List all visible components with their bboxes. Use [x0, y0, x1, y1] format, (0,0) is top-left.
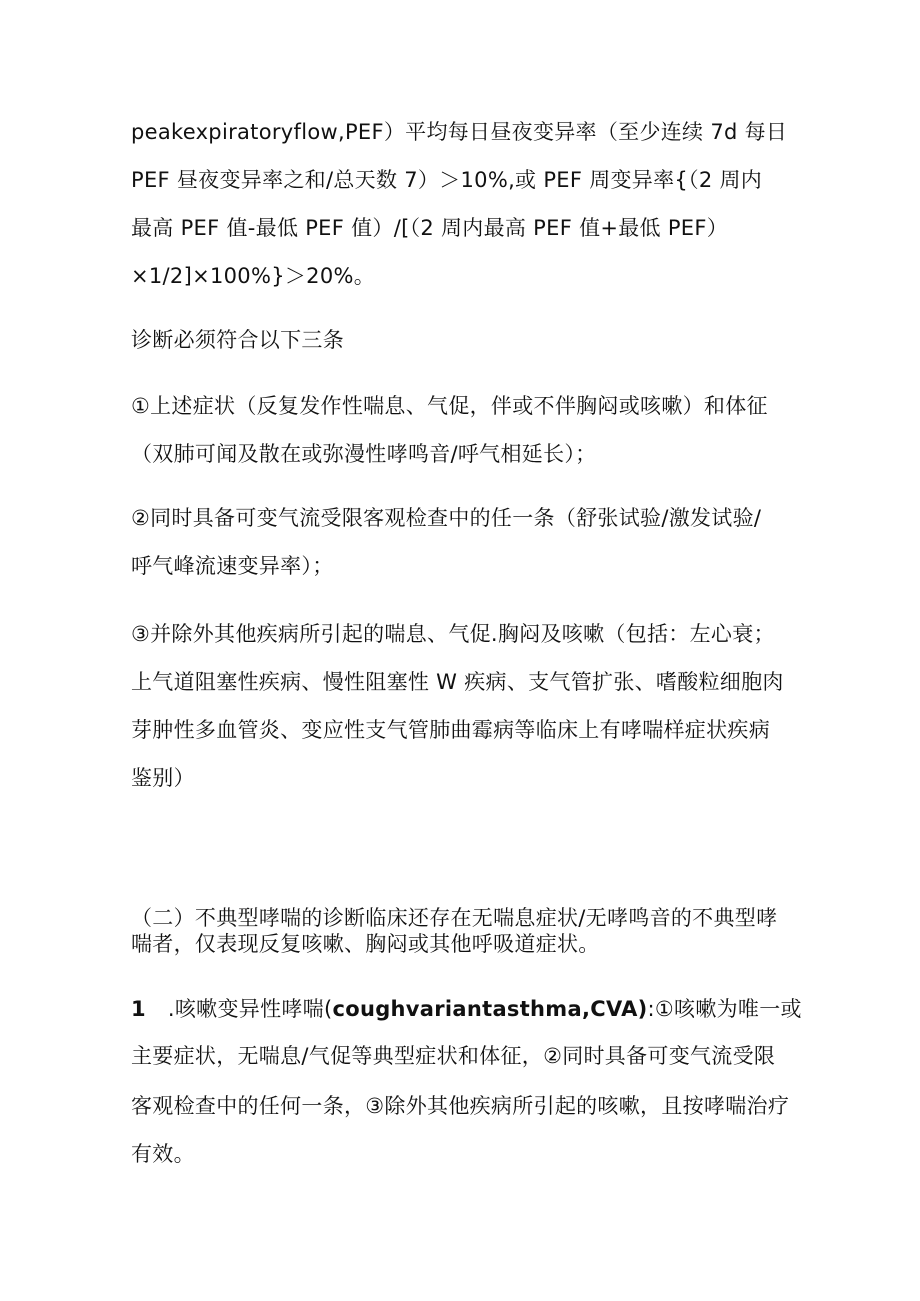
pef-line-3: 最高 PEF 值-最低 PEF 值）/[（2 周内最高 PEF 值+最低 PEF）: [131, 216, 729, 240]
criterion1-line-2: （双肺可闻及散在或弥漫性哮鸣音/呼气相延长）；: [131, 442, 597, 466]
criterion3-line-3: 芽肿性多血管炎、变应性支气管肺曲霉病等临床上有哮喘样症状疾病: [131, 718, 770, 742]
criterion2-line-1: ②同时具备可变气流受限客观检查中的任一条（舒张试验/激发试验/: [131, 506, 762, 530]
cva-line-1: [131, 995, 802, 1023]
pef-line-4: ×1/2]×100%}＞20%。: [131, 264, 376, 288]
cva-number: 1: [131, 997, 146, 1021]
criterion3-line-2: 上气道阻塞性疾病、慢性阻塞性 W 疾病、支气管扩张、嗜酸粒细胞肉: [131, 670, 784, 694]
atypical-line-1: （二）不典型哮喘的诊断临床还存在无喘息症状/无哮鸣音的不典型哮: [131, 906, 778, 930]
criteria-intro: 诊断必须符合以下三条: [131, 328, 344, 352]
criterion3-line-4: 鉴别）: [131, 766, 195, 790]
criterion2-line-2: 呼气峰流速变异率）；: [131, 554, 334, 578]
pef-line-1: peakexpiratoryflow,PEF）平均每日昼夜变异率（至少连续 7d 每日: [131, 120, 788, 144]
atypical-line-2: 喘者，仅表现反复咳嗽、胸闷或其他呼吸道症状。: [131, 932, 600, 956]
cva-line-4: 有效。: [131, 1142, 195, 1166]
cva-line-3: 客观检查中的任何一条，③除外其他疾病所引起的咳嗽，且按哮喘治疗: [131, 1094, 790, 1118]
cva-title-en: coughvariantasthma,CVA): [332, 997, 648, 1021]
cva-line-2: 主要症状，无喘息/气促等典型症状和体征，②同时具备可变气流受限: [131, 1044, 776, 1068]
criterion1-line-1: ①上述症状（反复发作性喘息、气促，伴或不伴胸闷或咳嗽）和体征: [131, 394, 768, 418]
cva-title-prefix: .咳嗽变异性哮喘(: [167, 997, 333, 1021]
pef-line-2: PEF 昼夜变异率之和/总天数 7）＞10%,或 PEF 周变异率{（2 周内: [131, 168, 763, 192]
cva-line1-rest: :①咳嗽为唯一或: [647, 997, 802, 1021]
criterion3-line-1: ③并除外其他疾病所引起的喘息、气促.胸闷及咳嗽（包括：左心衰；: [131, 622, 775, 646]
